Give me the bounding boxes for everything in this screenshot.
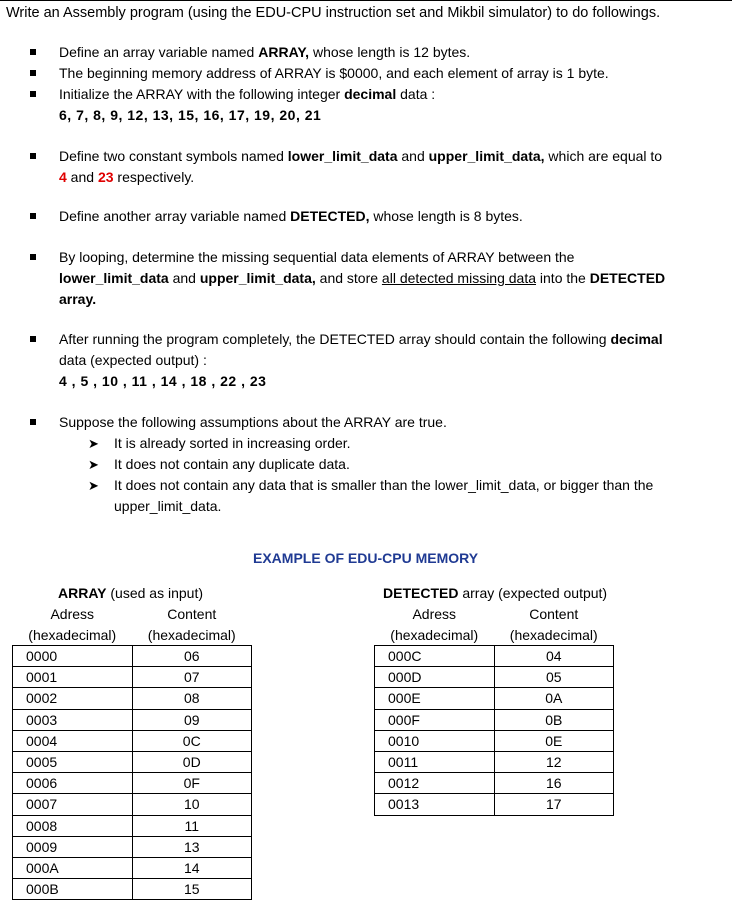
content-cell: 06 [132, 646, 252, 667]
square-bullet-icon [30, 70, 36, 76]
square-bullet-icon [30, 49, 36, 55]
address-cell: 000B [13, 879, 133, 900]
array-init-data: 6, 7, 8, 9, 12, 13, 15, 16, 17, 19, 20, 21 [59, 107, 322, 123]
content-cell: 0C [132, 730, 252, 751]
column-header: (hexadecimal) [390, 626, 479, 643]
table-row [13, 730, 252, 751]
bullet-group-4 [30, 247, 665, 310]
table-row [13, 879, 252, 900]
table-row [13, 773, 252, 794]
array-memory-table [12, 604, 252, 900]
table-row [13, 794, 252, 815]
content-cell: 09 [132, 709, 252, 730]
content-cell: 16 [494, 773, 614, 794]
table-row [13, 646, 252, 667]
content-cell: 10 [132, 794, 252, 815]
table-row [13, 667, 252, 688]
address-cell: 0009 [13, 836, 133, 857]
content-cell: 0E [494, 730, 614, 751]
address-cell: 0000 [13, 646, 133, 667]
table-row [375, 751, 614, 772]
table-row [375, 773, 614, 794]
address-cell: 0010 [375, 730, 495, 751]
address-cell: 000A [13, 857, 133, 878]
content-cell: 17 [494, 794, 614, 815]
bullet-item [30, 329, 663, 350]
address-cell: 000E [375, 688, 495, 709]
square-bullet-icon [30, 419, 36, 425]
bullet-continuation: data (expected output) : [59, 352, 207, 368]
bullet-item [30, 247, 665, 268]
content-cell: 07 [132, 667, 252, 688]
sub-bullet-item: ➤ It does not contain any duplicate data. [30, 454, 653, 475]
expected-output-data: 4 , 5 , 10 , 11 , 14 , 18 , 22 , 23 [59, 373, 267, 389]
content-cell: 12 [494, 751, 614, 772]
bullet-text: By looping, determine the missing sequential data elements of ARRAY between the [59, 249, 575, 265]
address-cell: 000F [375, 709, 495, 730]
sub-bullet-item: ➤ It does not contain any data that is smaller than the lower_limit_data, or bigger than the [30, 475, 653, 496]
bullet-continuation: lower_limit_data and upper_limit_data, and store all detected missing data into the DETECTED [59, 270, 666, 286]
bullet-text: Initialize the ARRAY with the following integer decimal data : [59, 86, 436, 102]
table-row [13, 857, 252, 878]
address-cell: 0004 [13, 730, 133, 751]
bullet-text: Define two constant symbols named lower_limit_data and upper_limit_data, which are equal to [59, 148, 663, 164]
sub-bullet-item: ➤ It is already sorted in increasing order. [30, 433, 653, 454]
underlined-phrase: all detected missing data [381, 270, 537, 286]
bullet-item [30, 63, 609, 84]
column-header: Content [167, 606, 217, 622]
address-cell: 000C [375, 646, 495, 667]
array-table-caption: ARRAY (used as input) [58, 585, 203, 601]
table-header-row [13, 604, 252, 625]
address-cell: 0013 [375, 794, 495, 815]
address-cell: 0008 [13, 815, 133, 836]
bullet-item [30, 412, 653, 433]
table-row [375, 667, 614, 688]
bullet-continuation: 4 and 23 respectively. [59, 169, 195, 185]
content-cell: 0D [132, 751, 252, 772]
address-cell: 0006 [13, 773, 133, 794]
content-cell: 0A [494, 688, 614, 709]
square-bullet-icon [30, 213, 36, 219]
column-header: (hexadecimal) [509, 626, 598, 643]
address-cell: 0005 [13, 751, 133, 772]
table-row [13, 709, 252, 730]
arrow-bullet-icon: ➤ [88, 436, 99, 451]
address-cell: 0003 [13, 709, 133, 730]
table-header-row [375, 625, 614, 646]
square-bullet-icon [30, 336, 36, 342]
content-cell: 15 [132, 879, 252, 900]
content-cell: 14 [132, 857, 252, 878]
arrow-bullet-icon: ➤ [88, 457, 99, 472]
address-cell: 0001 [13, 667, 133, 688]
content-cell: 0F [132, 773, 252, 794]
bullet-group-1 [30, 42, 609, 126]
upper-limit-value: 23 [97, 169, 114, 185]
bullet-item [30, 84, 436, 105]
table-row [13, 751, 252, 772]
table-row [375, 730, 614, 751]
example-title: EXAMPLE OF EDU-CPU MEMORY [253, 550, 479, 566]
square-bullet-icon [30, 254, 36, 260]
bullet-group-5 [30, 329, 663, 392]
content-cell: 08 [132, 688, 252, 709]
address-cell: 000D [375, 667, 495, 688]
address-cell: 0002 [13, 688, 133, 709]
bullet-text: Define an array variable named ARRAY, whose length is 12 bytes. [59, 44, 471, 60]
column-header: Content [529, 606, 579, 622]
table-row [375, 688, 614, 709]
column-header: (hexadecimal) [147, 626, 236, 643]
bullet-text: Define another array variable named DETECTED, whose length is 8 bytes. [59, 208, 523, 224]
bullet-group-6 [30, 412, 653, 517]
content-cell: 13 [132, 836, 252, 857]
detected-memory-table [374, 604, 614, 816]
table-row [375, 794, 614, 815]
content-cell: 0B [494, 709, 614, 730]
bullet-continuation: array. [59, 291, 97, 307]
sub-bullet-continuation: upper_limit_data. [114, 498, 222, 514]
top-rule [0, 0, 732, 1]
address-cell: 0012 [375, 773, 495, 794]
bullet-group-2 [30, 146, 663, 188]
content-cell: 11 [132, 815, 252, 836]
square-bullet-icon [30, 91, 36, 97]
square-bullet-icon [30, 153, 36, 159]
bullet-item [30, 146, 663, 167]
content-cell: 05 [494, 667, 614, 688]
bullet-item [30, 42, 471, 63]
bullet-text: After running the program completely, the DETECTED array should contain the following decimal [59, 331, 663, 347]
bullet-text: The beginning memory address of ARRAY is $0000, and each element of array is 1 byte. [59, 65, 609, 81]
table-row [375, 646, 614, 667]
bullet-text: Suppose the following assumptions about the ARRAY are true. [59, 414, 447, 430]
column-header: Adress [412, 606, 457, 622]
column-header: (hexadecimal) [28, 626, 117, 643]
page-heading: Write an Assembly program (using the EDU-CPU instruction set and Mikbil simulator) to do followings. [6, 5, 661, 21]
lower-limit-value: 4 [59, 169, 67, 185]
address-cell: 0011 [375, 751, 495, 772]
address-cell: 0007 [13, 794, 133, 815]
table-header-row [13, 625, 252, 646]
table-row [375, 709, 614, 730]
table-row [13, 815, 252, 836]
table-header-row [375, 604, 614, 625]
content-cell: 04 [494, 646, 614, 667]
detected-table-caption: DETECTED array (expected output) [383, 585, 608, 601]
column-header: Adress [50, 606, 95, 622]
table-row [13, 836, 252, 857]
table-row [13, 688, 252, 709]
arrow-bullet-icon: ➤ [88, 478, 99, 493]
